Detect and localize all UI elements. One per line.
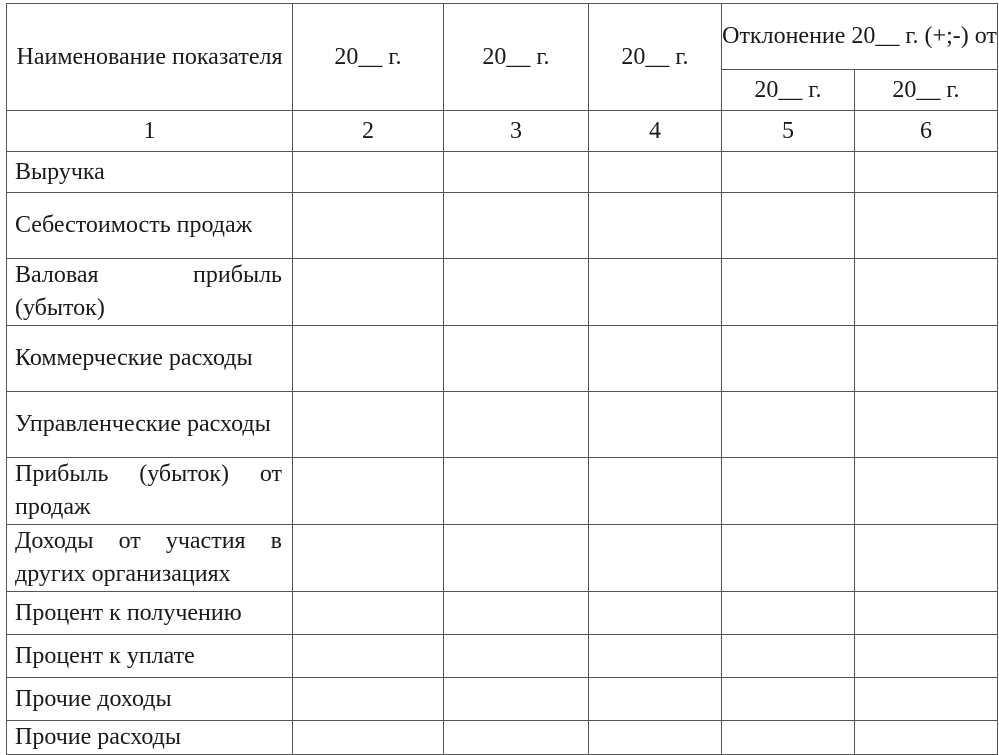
- header-indicator-name: Наименование показателя: [7, 4, 293, 111]
- table-row: [7, 326, 998, 392]
- column-number: 3: [444, 111, 589, 152]
- value-cell: [444, 259, 589, 326]
- table-row: [7, 678, 998, 721]
- row-label: Процент к уплате: [7, 635, 293, 678]
- value-cell: [444, 152, 589, 193]
- row-label: Процент к получению: [7, 592, 293, 635]
- row-label: Доходы от участия в других организациях: [7, 525, 293, 592]
- value-cell: [722, 721, 855, 755]
- row-label: Управленческие расходы: [7, 392, 293, 458]
- row-label: Выручка: [7, 152, 293, 193]
- value-cell: [293, 635, 444, 678]
- value-cell: [293, 458, 444, 525]
- header-deviation-year-2: 20__ г.: [855, 70, 998, 111]
- value-cell: [589, 678, 722, 721]
- table-row: [7, 525, 998, 592]
- value-cell: [722, 635, 855, 678]
- value-cell: [589, 592, 722, 635]
- value-cell: [589, 152, 722, 193]
- table-row: [7, 458, 998, 525]
- value-cell: [589, 721, 722, 755]
- value-cell: [444, 458, 589, 525]
- value-cell: [855, 152, 998, 193]
- value-cell: [293, 678, 444, 721]
- value-cell: [589, 525, 722, 592]
- value-cell: [589, 193, 722, 259]
- value-cell: [855, 525, 998, 592]
- table-row: [7, 721, 998, 755]
- value-cell: [293, 193, 444, 259]
- column-number: 4: [589, 111, 722, 152]
- value-cell: [589, 458, 722, 525]
- column-number: 5: [722, 111, 855, 152]
- value-cell: [444, 592, 589, 635]
- value-cell: [444, 525, 589, 592]
- value-cell: [722, 259, 855, 326]
- header-row-top: [7, 4, 998, 70]
- row-label: Валовая прибыль (убыток): [7, 259, 293, 326]
- table-row: [7, 193, 998, 259]
- header-year-2: 20__ г.: [444, 4, 589, 111]
- value-cell: [855, 678, 998, 721]
- table-row: [7, 259, 998, 326]
- value-cell: [855, 392, 998, 458]
- value-cell: [293, 152, 444, 193]
- value-cell: [293, 525, 444, 592]
- value-cell: [444, 326, 589, 392]
- value-cell: [855, 458, 998, 525]
- value-cell: [722, 193, 855, 259]
- column-number: 6: [855, 111, 998, 152]
- value-cell: [589, 326, 722, 392]
- value-cell: [444, 193, 589, 259]
- value-cell: [293, 721, 444, 755]
- value-cell: [293, 326, 444, 392]
- column-number: 1: [7, 111, 293, 152]
- value-cell: [722, 458, 855, 525]
- value-cell: [722, 152, 855, 193]
- header-deviation-group: Отклонение 20__ г. (+;-) от: [722, 4, 998, 70]
- value-cell: [444, 635, 589, 678]
- value-cell: [722, 525, 855, 592]
- value-cell: [293, 259, 444, 326]
- financial-results-table: [6, 3, 998, 755]
- row-label: Прочие доходы: [7, 678, 293, 721]
- value-cell: [589, 635, 722, 678]
- value-cell: [444, 678, 589, 721]
- column-number-row: [7, 111, 998, 152]
- row-label: Прочие расходы: [7, 721, 293, 755]
- row-label: Себестоимость продаж: [7, 193, 293, 259]
- value-cell: [855, 193, 998, 259]
- value-cell: [293, 392, 444, 458]
- header-year-1: 20__ г.: [293, 4, 444, 111]
- value-cell: [722, 326, 855, 392]
- value-cell: [293, 592, 444, 635]
- row-label: Коммерческие расходы: [7, 326, 293, 392]
- value-cell: [722, 678, 855, 721]
- value-cell: [722, 592, 855, 635]
- value-cell: [855, 259, 998, 326]
- value-cell: [855, 326, 998, 392]
- row-label: Прибыль (убыток) от продаж: [7, 458, 293, 525]
- header-year-3: 20__ г.: [589, 4, 722, 111]
- value-cell: [855, 592, 998, 635]
- value-cell: [444, 392, 589, 458]
- column-number: 2: [293, 111, 444, 152]
- value-cell: [722, 392, 855, 458]
- value-cell: [589, 392, 722, 458]
- table-row: [7, 392, 998, 458]
- table-row: [7, 592, 998, 635]
- value-cell: [444, 721, 589, 755]
- table-row: [7, 152, 998, 193]
- value-cell: [855, 635, 998, 678]
- table-row: [7, 635, 998, 678]
- value-cell: [855, 721, 998, 755]
- value-cell: [589, 259, 722, 326]
- header-deviation-year-1: 20__ г.: [722, 70, 855, 111]
